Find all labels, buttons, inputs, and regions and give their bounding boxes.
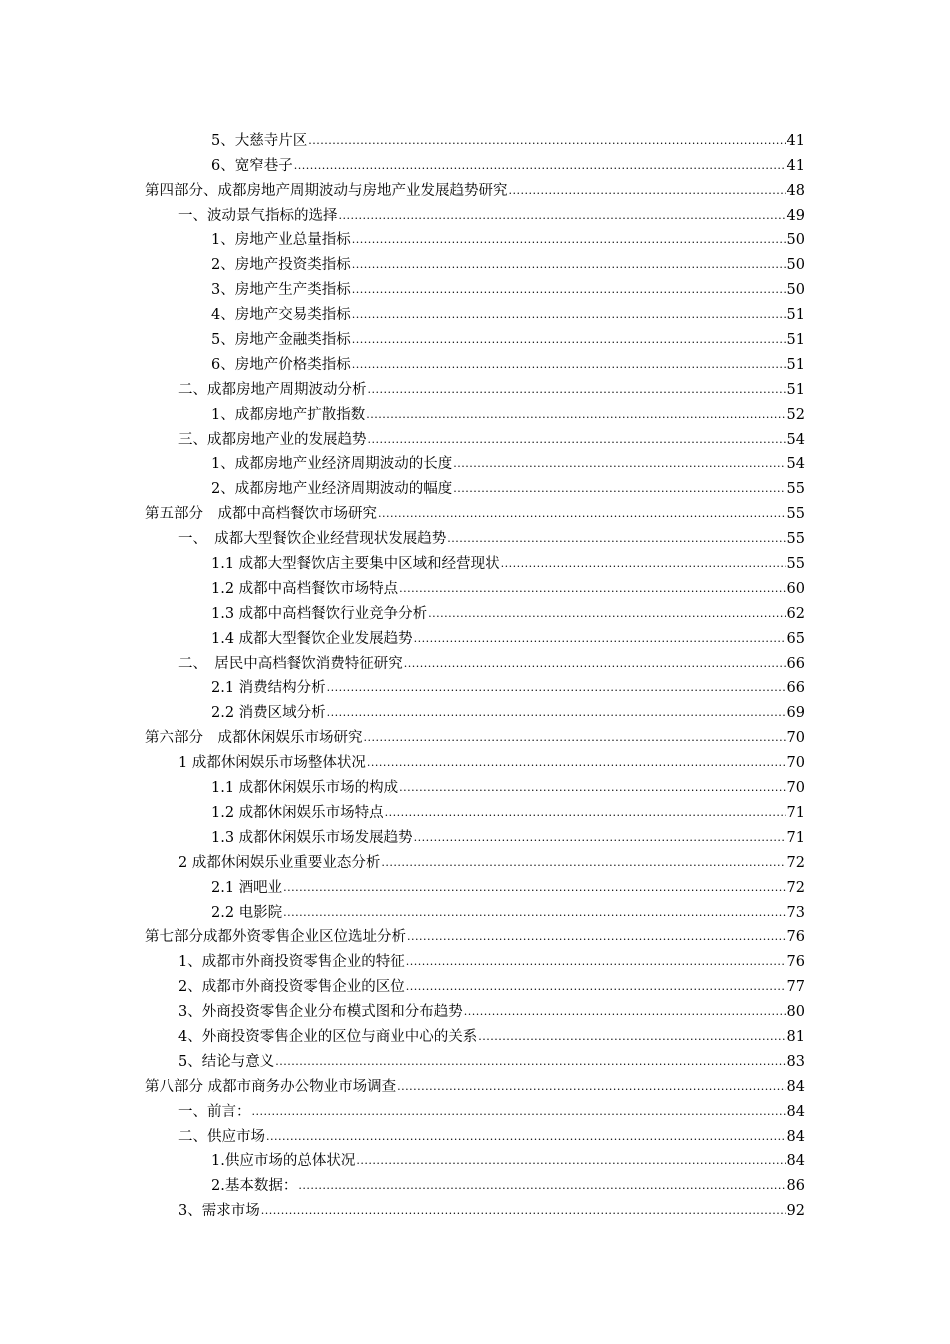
dot-leader: [283, 906, 785, 918]
toc-entry-page-number: 73: [786, 904, 805, 921]
toc-entry-label: 1、成都房地产扩散指数: [211, 406, 366, 423]
toc-entry[interactable]: [145, 249, 805, 274]
dot-leader: [453, 457, 785, 469]
dot-leader: [327, 681, 786, 693]
toc-entry-label: 一、波动景气指标的选择: [178, 207, 338, 224]
toc-entry[interactable]: [145, 623, 805, 648]
toc-entry[interactable]: [145, 673, 805, 698]
toc-entry-page-number: 48: [786, 182, 805, 199]
toc-entry-page-number: 84: [786, 1103, 805, 1120]
toc-entry[interactable]: [145, 971, 805, 996]
dot-leader: [352, 258, 786, 270]
toc-entry-label: 第六部分 成都休闲娱乐市场研究: [145, 730, 363, 747]
toc-entry[interactable]: [145, 399, 805, 424]
dot-leader: [399, 781, 785, 793]
toc-entry[interactable]: [145, 797, 805, 822]
toc-entry-page-number: 50: [786, 257, 805, 274]
toc-entry-label: 三、成都房地产业的发展趋势: [178, 431, 367, 448]
dot-leader: [339, 209, 786, 221]
toc-entry-label: 6、宽窄巷子: [211, 157, 293, 174]
toc-entry-page-number: 66: [786, 680, 805, 697]
toc-entry[interactable]: [145, 1121, 805, 1146]
toc-entry-label: 第七部分成都外资零售企业区位选址分析: [145, 929, 406, 946]
toc-entry[interactable]: [145, 1071, 805, 1096]
toc-entry-page-number: 69: [786, 705, 805, 722]
dot-leader: [407, 930, 786, 942]
dot-leader: [385, 806, 786, 818]
toc-entry-page-number: 70: [786, 730, 805, 747]
toc-entry[interactable]: [145, 1046, 805, 1071]
toc-entry[interactable]: [145, 822, 805, 847]
dot-leader: [368, 383, 786, 395]
toc-entry-page-number: 76: [786, 929, 805, 946]
toc-entry-page-number: 81: [786, 1028, 805, 1045]
dot-leader: [406, 955, 786, 967]
dot-leader: [453, 482, 785, 494]
toc-entry[interactable]: [145, 697, 805, 722]
toc-entry-page-number: 71: [786, 829, 805, 846]
toc-entry-label: 1、成都市外商投资零售企业的特征: [178, 954, 405, 971]
toc-entry-label: 二、 居民中高档餐饮消费特征研究: [178, 655, 403, 672]
dot-leader: [464, 1005, 786, 1017]
toc-entry-page-number: 62: [786, 605, 805, 622]
toc-entry-page-number: 51: [786, 356, 805, 373]
dot-leader: [352, 333, 786, 345]
toc-entry[interactable]: [145, 1146, 805, 1171]
toc-entry[interactable]: [145, 324, 805, 349]
dot-leader: [509, 184, 786, 196]
toc-entry-page-number: 84: [786, 1078, 805, 1095]
toc-entry-label: 5、房地产金融类指标: [211, 332, 351, 349]
toc-entry-label: 二、供应市场: [178, 1128, 265, 1145]
toc-entry-page-number: 51: [786, 332, 805, 349]
toc-entry-label: 1.4 成都大型餐饮企业发展趋势: [211, 630, 413, 647]
dot-leader: [378, 507, 786, 519]
dot-leader: [352, 233, 786, 245]
dot-leader: [352, 283, 786, 295]
toc-entry[interactable]: [145, 1096, 805, 1121]
toc-entry-label: 4、外商投资零售企业的区位与商业中心的关系: [178, 1028, 478, 1045]
toc-entry-label: 1.3 成都中高档餐饮行业竞争分析: [211, 605, 428, 622]
toc-entry[interactable]: [145, 274, 805, 299]
toc-entry[interactable]: [145, 1195, 805, 1220]
toc-entry[interactable]: [145, 473, 805, 498]
toc-entry-page-number: 51: [786, 307, 805, 324]
toc-entry[interactable]: [145, 1170, 805, 1195]
toc-entry[interactable]: [145, 349, 805, 374]
toc-entry-label: 2.1 消费结构分析: [211, 680, 326, 697]
toc-entry[interactable]: [145, 299, 805, 324]
toc-entry-page-number: 70: [786, 780, 805, 797]
dot-leader: [283, 881, 785, 893]
toc-entry-label: 1、成都房地产业经济周期波动的长度: [211, 456, 453, 473]
toc-entry-page-number: 52: [786, 406, 805, 423]
toc-entry-page-number: 49: [786, 207, 805, 224]
dot-leader: [352, 308, 786, 320]
dot-leader: [404, 657, 786, 669]
toc-entry-page-number: 41: [786, 132, 805, 149]
toc-entry-page-number: 70: [786, 755, 805, 772]
dot-leader: [356, 1154, 785, 1166]
toc-entry-page-number: 55: [786, 531, 805, 548]
dot-leader: [252, 1105, 786, 1117]
dot-leader: [294, 159, 786, 171]
toc-entry-label: 第四部分、成都房地产周期波动与房地产业发展趋势研究: [145, 182, 508, 199]
dot-leader: [352, 358, 786, 370]
dot-leader: [275, 1055, 785, 1067]
toc-entry-label: 2、房地产投资类指标: [211, 257, 351, 274]
toc-entry-page-number: 51: [786, 381, 805, 398]
toc-entry[interactable]: [145, 847, 805, 872]
dot-leader: [414, 831, 786, 843]
toc-entry-page-number: 83: [786, 1053, 805, 1070]
toc-entry-label: 3、外商投资零售企业分布模式图和分布趋势: [178, 1004, 463, 1021]
dot-leader: [399, 582, 785, 594]
toc-entry-label: 2.2 消费区域分析: [211, 705, 326, 722]
toc-entry-page-number: 72: [786, 879, 805, 896]
toc-entry-page-number: 54: [786, 456, 805, 473]
toc-entry-label: 5、大慈寺片区: [211, 132, 308, 149]
toc-entry[interactable]: [145, 946, 805, 971]
dot-leader: [414, 632, 786, 644]
toc-entry-page-number: 84: [786, 1128, 805, 1145]
toc-entry-label: 1.1 成都大型餐饮店主要集中区域和经营现状: [211, 556, 500, 573]
dot-leader: [308, 134, 785, 146]
toc-entry[interactable]: [145, 722, 805, 747]
toc-entry[interactable]: [145, 374, 805, 399]
toc-entry-page-number: 92: [786, 1203, 805, 1220]
toc-entry-label: 2.1 酒吧业: [211, 879, 283, 896]
toc-entry-page-number: 41: [786, 157, 805, 174]
dot-leader: [428, 607, 785, 619]
toc-entry-page-number: 86: [786, 1178, 805, 1195]
toc-entry-page-number: 54: [786, 431, 805, 448]
dot-leader: [367, 756, 786, 768]
dot-leader: [364, 731, 786, 743]
toc-entry[interactable]: [145, 648, 805, 673]
dot-leader: [397, 1080, 785, 1092]
toc-entry-page-number: 55: [786, 481, 805, 498]
toc-entry-label: 1.2 成都中高档餐饮市场特点: [211, 580, 399, 597]
toc-entry-page-number: 55: [786, 556, 805, 573]
toc-entry-page-number: 55: [786, 506, 805, 523]
toc-entry[interactable]: [145, 498, 805, 523]
toc-entry-page-number: 50: [786, 232, 805, 249]
dot-leader: [366, 408, 785, 420]
dot-leader: [501, 557, 786, 569]
dot-leader: [261, 1204, 786, 1216]
toc-entry-label: 2、成都房地产业经济周期波动的幅度: [211, 481, 453, 498]
toc-entry-page-number: 77: [786, 979, 805, 996]
toc-entry[interactable]: [145, 573, 805, 598]
toc-entry-label: 一、 成都大型餐饮企业经营现状发展趋势: [178, 531, 447, 548]
dot-leader: [327, 706, 786, 718]
toc-entry[interactable]: [145, 225, 805, 250]
toc-entry[interactable]: [145, 175, 805, 200]
toc-entry-label: 2 成都休闲娱乐业重要业态分析: [178, 854, 381, 871]
toc-entry[interactable]: [145, 598, 805, 623]
toc-entry-label: 二、成都房地产周期波动分析: [178, 381, 367, 398]
toc-entry[interactable]: [145, 747, 805, 772]
toc-entry[interactable]: [145, 150, 805, 175]
toc-entry-page-number: 84: [786, 1153, 805, 1170]
toc-entry-label: 6、房地产价格类指标: [211, 356, 351, 373]
toc-entry-label: 1 成都休闲娱乐市场整体状况: [178, 755, 366, 772]
toc-entry-label: 1、房地产业总量指标: [211, 232, 351, 249]
toc-entry-label: 第五部分 成都中高档餐饮市场研究: [145, 506, 377, 523]
toc-entry[interactable]: [145, 125, 805, 150]
toc-entry-label: 5、结论与意义: [178, 1053, 275, 1070]
toc-entry[interactable]: [145, 872, 805, 897]
toc-entry-label: 3、需求市场: [178, 1203, 260, 1220]
toc-entry-label: 第八部分 成都市商务办公物业市场调查: [145, 1078, 397, 1095]
toc-entry[interactable]: [145, 548, 805, 573]
toc-entry[interactable]: [145, 449, 805, 474]
toc-entry-label: 1.1 成都休闲娱乐市场的构成: [211, 780, 399, 797]
toc-entry[interactable]: [145, 1021, 805, 1046]
toc-entry[interactable]: [145, 772, 805, 797]
toc-entry-page-number: 60: [786, 580, 805, 597]
toc-entry-label: 一、前言：: [178, 1103, 251, 1120]
dot-leader: [478, 1030, 785, 1042]
dot-leader: [298, 1179, 785, 1191]
toc-entry-page-number: 80: [786, 1004, 805, 1021]
toc-entry[interactable]: [145, 996, 805, 1021]
toc-entry-page-number: 76: [786, 954, 805, 971]
toc-entry-page-number: 71: [786, 804, 805, 821]
toc-entry-label: 1.3 成都休闲娱乐市场发展趋势: [211, 829, 413, 846]
toc-entry-label: 1.2 成都休闲娱乐市场特点: [211, 804, 384, 821]
toc-entry-label: 2、成都市外商投资零售企业的区位: [178, 979, 405, 996]
toc-entry-page-number: 50: [786, 282, 805, 299]
toc-entry[interactable]: [145, 922, 805, 947]
toc-entry[interactable]: [145, 200, 805, 225]
table-of-contents: [145, 125, 805, 1220]
toc-entry[interactable]: [145, 523, 805, 548]
dot-leader: [406, 980, 786, 992]
toc-entry-label: 1.供应市场的总体状况: [211, 1153, 356, 1170]
dot-leader: [266, 1130, 786, 1142]
toc-entry-page-number: 65: [786, 630, 805, 647]
toc-entry[interactable]: [145, 424, 805, 449]
toc-entry-label: 2.2 电影院: [211, 904, 283, 921]
dot-leader: [381, 856, 785, 868]
toc-entry-page-number: 72: [786, 854, 805, 871]
toc-entry-label: 3、房地产生产类指标: [211, 282, 351, 299]
dot-leader: [368, 433, 786, 445]
dot-leader: [447, 532, 785, 544]
toc-entry-page-number: 66: [786, 655, 805, 672]
toc-entry[interactable]: [145, 897, 805, 922]
toc-entry-label: 2.基本数据：: [211, 1178, 298, 1195]
toc-entry-label: 4、房地产交易类指标: [211, 307, 351, 324]
